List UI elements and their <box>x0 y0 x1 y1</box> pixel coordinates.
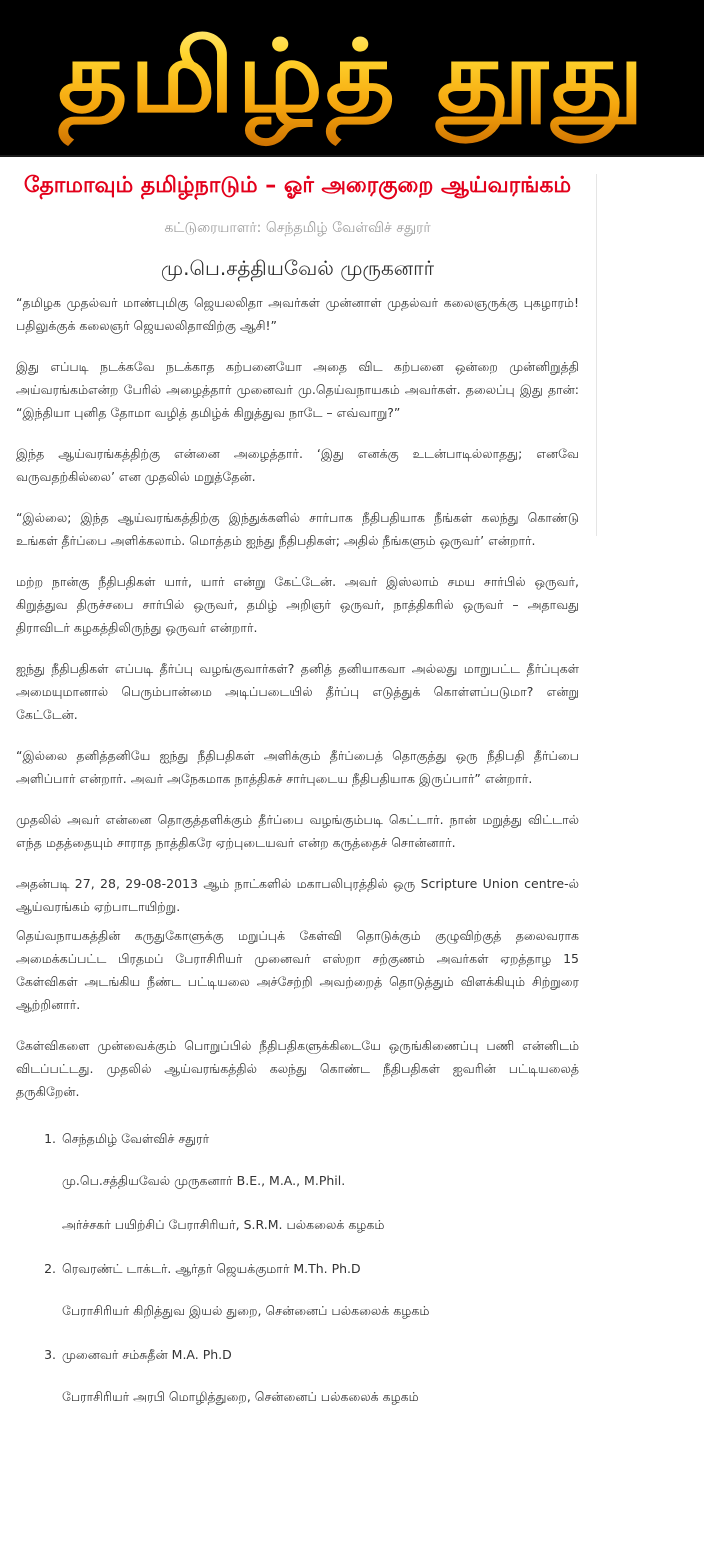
list-item <box>40 1259 579 1321</box>
byline-label: கட்டுரையாளர்: செந்தமிழ் வேள்விச் சதுரர் <box>164 220 431 236</box>
sidebar-divider <box>596 174 597 536</box>
article <box>16 170 579 1407</box>
list-number: 3. <box>44 1347 56 1362</box>
paragraph: மற்ற நான்கு நீதிபதிகள் யார், யார் என்று கேட்டேன். அவர் இஸ்லாம் சமய சார்பில் ஒருவர், கிறுத்துவ திருச்சபை சார்பில் ஒருவர், தமிழ் அறிஞர் ஒருவர், நாத்திகரில் ஒருவர் – அதாவது திராவிடர் கழகத்திலிருந்து ஒருவர் என்றார். <box>16 574 579 635</box>
article-author: மு.பெ.சத்தியவேல் முருகனார் <box>160 256 435 280</box>
judge-role: அர்ச்சகர் பயிற்சிப் பேராசிரியர், S.R.M. பல்கலைக் கழகம் <box>62 1217 385 1232</box>
paragraph: இது எப்படி நடக்கவே நடக்காத கற்பனையோ அதை விட கற்பனை ஒன்றை முன்னிறுத்தி அய்வரங்கம்என்ற பேரில் அழைத்தார் முனைவர் மு.தெய்வநாயகம் அவர்கள். தலைப்பு இது தான்: “இந்தியா புனித தோமா வழித் தமிழ்க் கிறுத்துவ நாடே – எவ்வாறு?” <box>16 359 579 420</box>
judge-role: பேராசிரியர் கிறித்துவ இயல் துறை, சென்னைப் பல்கலைக் கழகம் <box>62 1303 430 1318</box>
paragraph: தெய்வநாயகத்தின் கருதுகோளுக்கு மறுப்புக் கேள்வி தொடுக்கும் குழுவிற்குத் தலைவராக அமைக்கப்பட்ட பிரதமப் பேராசிரியர் முனைவர் எஸ்றா சற்குணம் அவர்கள் ஏறத்தாழ 15 கேள்விகள் அடங்கிய நீண்ட பட்டியலை அச்சேற்றி அவற்றைத் தொடுத்தும் விளக்கியும் சிற்றுரை ஆற்றினார். <box>16 928 579 1012</box>
judge-name: செந்தமிழ் வேள்விச் சதுரர் <box>62 1131 210 1146</box>
list-number: 2. <box>44 1261 56 1276</box>
article-title: தோமாவும் தமிழ்நாடும் – ஓர் அரைகுறை ஆய்வரங்கம் <box>23 173 572 198</box>
paragraph: கேள்விகளை முன்வைக்கும் பொறுப்பில் நீதிபதிகளுக்கிடையே ஒருங்கிணைப்பு பணி என்னிடம் விடப்பட்டது. முதலில் ஆய்வரங்கத்தில் கலந்து கொண்ட நீதிபதிகள் ஐவரின் பட்டியலைத் தருகிறேன். <box>16 1038 579 1099</box>
paragraph: “தமிழக முதல்வர் மாண்புமிகு ஜெயலலிதா அவர்கள் முன்னாள் முதல்வர் கலைஞருக்கு புகழாரம்! பதிலுக்குக் கலைஞர் ஜெயலலிதாவிற்கு ஆசி!” <box>16 295 579 333</box>
judge-role: பேராசிரியர் அரபி மொழித்துறை, சென்னைப் பல்கலைக் கழகம் <box>62 1389 419 1404</box>
paragraph: முதலில் அவர் என்னை தொகுத்தளிக்கும் தீர்ப்பை வழங்கும்படி கெட்டார். நான் மறுத்து விட்டால் எந்த மதத்தையும் சாராத நாத்திகரே ஏற்புடையவர் என்ற கருத்தைச் சொன்னார். <box>16 812 579 850</box>
list-item <box>40 1345 579 1407</box>
list-item <box>40 1129 579 1235</box>
paragraph: “இல்லை தனித்தனியே ஐந்து நீதிபதிகள் அளிக்கும் தீர்ப்பைத் தொகுத்து ஒரு நீதிபதி தீர்ப்பை அளிப்பார் என்றார். அவர் அநேகமாக நாத்திகச் சார்புடைய நீதிபதியாக இருப்பார்” என்றார். <box>16 748 579 786</box>
site-banner[interactable] <box>0 0 704 157</box>
list-number: 1. <box>44 1131 56 1146</box>
judges-list <box>16 1129 579 1407</box>
judge-name: முனைவர் சம்சுதீன் M.A. Ph.D <box>62 1347 232 1362</box>
judge-name: ரெவரண்ட் டாக்டர். ஆர்தர் ஜெயக்குமார் M.Th. Ph.D <box>62 1261 361 1276</box>
site-logo-title: தமிழ்த் தூது <box>0 2 704 152</box>
paragraph: இந்த ஆய்வரங்கத்திற்கு என்னை அழைத்தார். ‘இது எனக்கு உடன்பாடில்லாதது; எனவே வருவதற்கில்லை’ என முதலில் மறுத்தேன். <box>16 446 579 484</box>
paragraph: “இல்லை; இந்த ஆய்வரங்கத்திற்கு இந்துக்களில் சார்பாக நீதிபதியாக நீங்கள் கலந்து கொண்டு உங்கள் தீர்ப்பை அளிக்கலாம். மொத்தம் ஐந்து நீதிபதிகள்; அதில் நீங்களும் ஒருவர்’ என்றார். <box>16 510 579 548</box>
judge-detail: மு.பெ.சத்தியவேல் முருகனார் B.E., M.A., M.Phil. <box>62 1173 346 1188</box>
paragraph: ஐந்து நீதிபதிகள் எப்படி தீர்ப்பு வழங்குவார்கள்? தனித் தனியாகவா அல்லது மாறுபட்ட தீர்ப்புகள் அமையுமானால் பெரும்பான்மை அடிப்படையில் தீர்ப்பு எடுத்துக் கொள்ளப்படுமா? என்று கேட்டேன். <box>16 661 579 722</box>
article-body <box>16 291 579 1103</box>
paragraph: அதன்படி 27, 28, 29-08-2013 ஆம் நாட்களில் மகாபலிபுரத்தில் ஒரு Scripture Union centre-ல் ஆய்வரங்கம் ஏற்பாடாயிற்று. <box>16 876 579 914</box>
